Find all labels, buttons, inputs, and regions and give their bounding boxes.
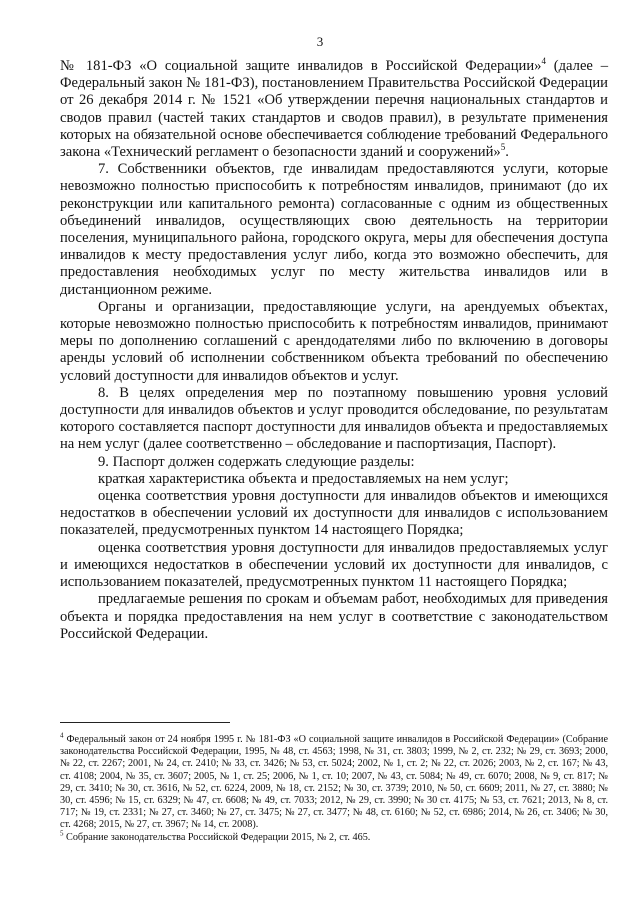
page-number: 3 bbox=[316, 34, 324, 49]
paragraph-rented-objects: Органы и организации, предоставляющие услуги, на арендуемых объектах, которые невозможно полностью приспособить к потребностям инвалидов, принимают меры по дополнению соглашений с арендодателями либо по включению в договоры аренды условий об исполнении собственником объекта требований по обеспечению условий доступности для инвалидов объектов и услуг. bbox=[60, 298, 608, 384]
list-item-services-assessment: оценка соответствия уровня доступности для инвалидов предоставляемых услуг и имеющихся недостатков в обеспечении условий их доступности для инвалидов, с использованием показателей, предусмотренных пунктом 11 настоящего Порядка; bbox=[60, 539, 608, 591]
footnote-mark: 4 bbox=[60, 731, 64, 740]
footnote-text: Собрание законодательства Российской Федерации 2015, № 2, ст. 465. bbox=[63, 831, 371, 843]
body-text bbox=[60, 58, 608, 643]
footnote-text: Федеральный закон от 24 ноября 1995 г. № 181-ФЗ «О социальной защите инвалидов в Российской Федерации» (Собрание законодательства Российской Федерации, 1995, № 48, ст. 4563; 1998, № 31, ст. 3803; 1999, № 2, ст. 232; № 29, ст. 3693; 2000, № 22, ст. 2267; 2001, № 24, ст. 2410; № 33, ст. 3426; № 53, ст. 5024; 2002, № 1, ст. 2; № 22, ст. 2026; 2003, № 2, ст. 167; № 43, ст. 4108; 2004, № 35, ст. 3607; 2005, № 1, ст. 25; 2006, № 1, ст. 10; 2007, № 43, ст. 5084; № 49, ст. 6070; 2008, № 9, ст. 817; № 29, ст. 3410; № 30, ст. 3616, № 52, ст. 6224, 2009, № 18, ст. 2152; № 30, ст. 3739; 2010, № 50, ст. 6609; 2011, № 27, ст. 3880; № 30, ст. 4596; № 15, ст. 6329; № 47, ст. 6608; № 49, ст. 7033; 2012, № 29, ст. 3990; № 30 ст. 4175; № 53, ст. 7621; 2013, № 8, ст. 717; № 19, ст. 2331; № 27, ст. 3460; № 27, ст. 3475; № 27, ст. 3477; № 48, ст. 6160; № 52, ст. 6986; 2014, № 26, ст. 3406; № 30, ст. 4268; 2015, № 27, ст. 3967; № 14, ст. 2008). bbox=[60, 734, 608, 831]
paragraph-item-8: 8. В целях определения мер по поэтапному повышению уровня условий доступности для инвалидов объектов и услуг проводится обследование, по результатам которого составляется паспорт доступности для инвалидов объекта и предоставляемых на нем услуг (далее соответственно – обследование и паспортизация, Паспорт). bbox=[60, 384, 608, 453]
footnote-4 bbox=[60, 731, 608, 832]
footnote-ref-4[interactable]: 4 bbox=[541, 56, 546, 67]
paragraph-continuation bbox=[60, 58, 608, 161]
list-item-characteristic: краткая характеристика объекта и предоставляемых на нем услуг; bbox=[98, 470, 509, 487]
paragraph-text: № 181-ФЗ «О социальной защите инвалидов в Российской Федерации» bbox=[60, 58, 542, 74]
paragraph-item-9: 9. Паспорт должен содержать следующие разделы: bbox=[98, 453, 415, 470]
list-item-objects-assessment: оценка соответствия уровня доступности для инвалидов объектов и имеющихся недостатков в обеспечении условий их доступности для инвалидов с использованием показателей, предусмотренных пунктом 14 настоящего Порядка; bbox=[60, 488, 608, 539]
footnotes bbox=[60, 731, 608, 844]
footnote-divider bbox=[60, 722, 230, 723]
paragraph-text: . bbox=[505, 144, 509, 161]
footnote-mark: 5 bbox=[60, 829, 64, 838]
footnote-5 bbox=[60, 829, 608, 844]
paragraph-text: (далее – Федеральный закон № 181-ФЗ), постановлением Правительства Российской Федерации от 26 декабря 2014 г. № 1521 «Об утверждении перечня национальных стандартов и сводов правил (частей таких стандартов и сводов правил), в результате применения которых на обязательной основе обеспечивается соблюдение требований Федерального закона «Технический регламент о безопасности зданий и сооружений» bbox=[60, 58, 608, 161]
footnote-ref-5[interactable]: 5 bbox=[500, 142, 506, 153]
paragraph-item-7: 7. Собственники объектов, где инвалидам предоставляются услуги, которые невозможно полностью приспособить к потребностям инвалидов, принимают (до их реконструкции или капитального ремонта) согласованные с одним из общественных объединений инвалидов, осуществляющих свою деятельность на территории поселения, муниципального района, городского округа, меры для обеспечения доступа инвалидов к месту предоставления услуг либо, когда это возможно обеспечить, для предоставления необходимых услуг по месту жительства инвалидов или в дистанционном режиме. bbox=[60, 161, 608, 298]
list-item-proposed-solutions: предлагаемые решения по срокам и объемам работ, необходимых для приведения объекта и порядка предоставления на нем услуг в соответствие с законодательством Российской Федерации. bbox=[60, 591, 608, 642]
